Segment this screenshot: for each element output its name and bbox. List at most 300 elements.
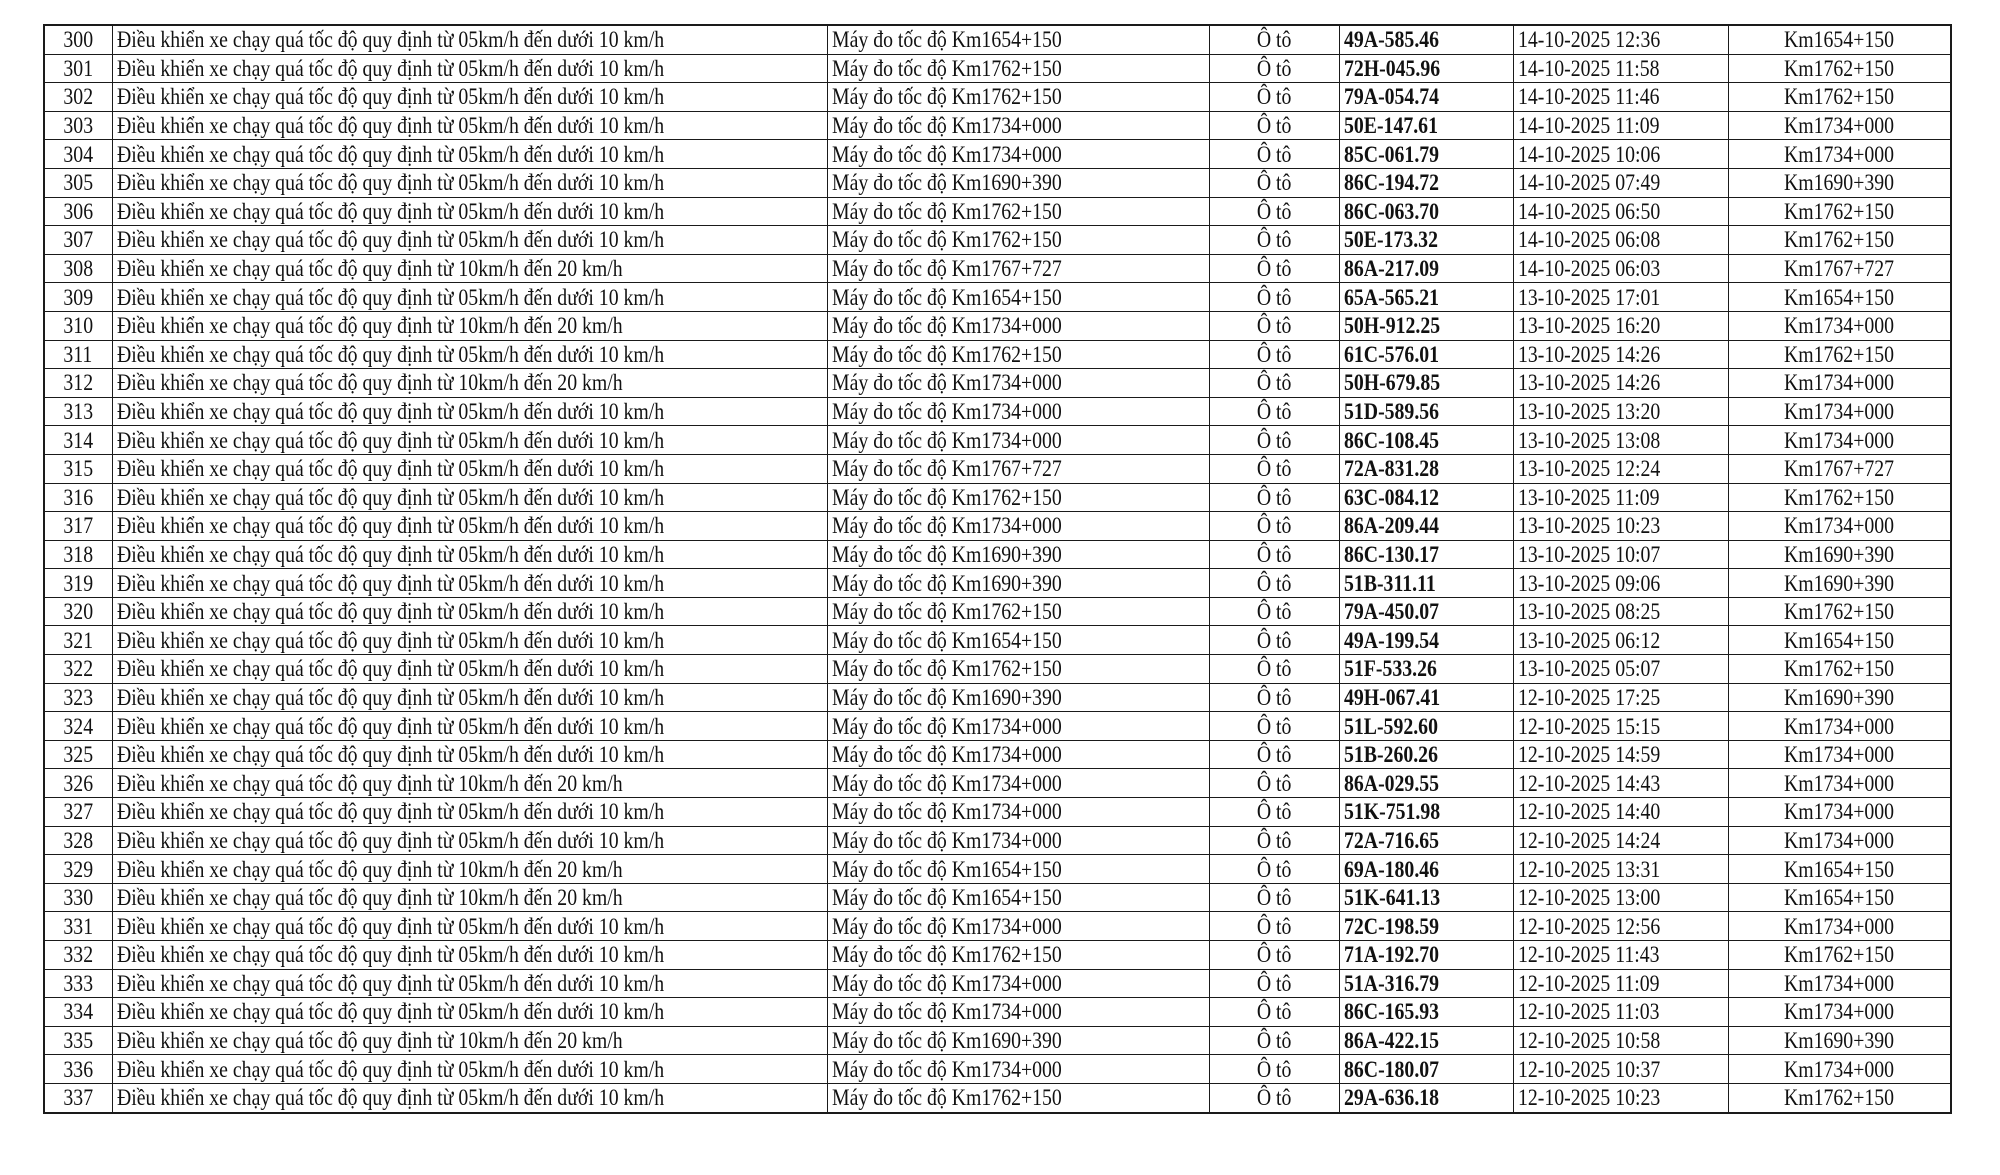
violation-time: 12-10-2025 11:03 <box>1517 999 1660 1025</box>
license-plate-cell <box>1339 826 1513 855</box>
measuring-device-cell <box>827 54 1209 83</box>
measuring-device-cell <box>827 226 1209 255</box>
row-number-cell <box>44 54 112 83</box>
violation-location-cell <box>1728 941 1951 970</box>
measuring-device: Máy đo tốc độ Km1654+150 <box>831 284 1062 310</box>
row-number-cell <box>44 369 112 398</box>
row-number-cell <box>44 941 112 970</box>
row-number-cell <box>44 626 112 655</box>
vehicle-type: Ô tô <box>1256 827 1292 853</box>
row-number-cell <box>44 483 112 512</box>
row-number: 317 <box>63 513 94 539</box>
measuring-device: Máy đo tốc độ Km1762+150 <box>831 942 1062 968</box>
license-plate-cell <box>1339 597 1513 626</box>
violation-location-cell <box>1728 998 1951 1027</box>
row-number: 330 <box>63 885 94 911</box>
license-plate-cell <box>1339 483 1513 512</box>
row-number: 310 <box>63 313 94 339</box>
violation-time: 13-10-2025 10:23 <box>1517 513 1660 539</box>
vehicle-type: Ô tô <box>1256 970 1292 996</box>
violation-location-cell <box>1728 512 1951 541</box>
violation-time-cell <box>1513 426 1728 455</box>
measuring-device: Máy đo tốc độ Km1734+000 <box>831 513 1062 539</box>
license-plate-cell <box>1339 512 1513 541</box>
table-row <box>44 83 1951 112</box>
measuring-device: Máy đo tốc độ Km1654+150 <box>831 27 1062 53</box>
violation-location-cell <box>1728 597 1951 626</box>
violation-location: Km1762+150 <box>1784 1085 1895 1111</box>
measuring-device: Máy đo tốc độ Km1690+390 <box>831 1028 1062 1054</box>
measuring-device: Máy đo tốc độ Km1734+000 <box>831 1056 1062 1082</box>
violation-description-cell <box>112 254 827 283</box>
license-plate-cell <box>1339 655 1513 684</box>
row-number: 314 <box>63 427 94 453</box>
vehicle-type-cell <box>1209 941 1339 970</box>
row-number-cell <box>44 1026 112 1055</box>
license-plate-cell <box>1339 140 1513 169</box>
violation-description: Điều khiển xe chạy quá tốc độ quy định từ 05km/h đến dưới 10 km/h <box>116 684 664 710</box>
license-plate-cell <box>1339 540 1513 569</box>
violation-description-cell <box>112 540 827 569</box>
vehicle-type: Ô tô <box>1256 399 1292 425</box>
row-number: 308 <box>63 256 94 282</box>
measuring-device-cell <box>827 111 1209 140</box>
license-plate-cell <box>1339 798 1513 827</box>
vehicle-type-cell <box>1209 25 1339 54</box>
violation-time-cell <box>1513 340 1728 369</box>
violation-description: Điều khiển xe chạy quá tốc độ quy định từ 05km/h đến dưới 10 km/h <box>116 970 664 996</box>
license-plate-cell <box>1339 397 1513 426</box>
violation-description: Điều khiển xe chạy quá tốc độ quy định từ 05km/h đến dưới 10 km/h <box>116 713 664 739</box>
vehicle-type-cell <box>1209 111 1339 140</box>
vehicle-type-cell <box>1209 168 1339 197</box>
violation-description: Điều khiển xe chạy quá tốc độ quy định từ 05km/h đến dưới 10 km/h <box>116 27 664 53</box>
violation-location-cell <box>1728 483 1951 512</box>
measuring-device: Máy đo tốc độ Km1734+000 <box>831 313 1062 339</box>
violation-time-cell <box>1513 683 1728 712</box>
measuring-device: Máy đo tốc độ Km1734+000 <box>831 427 1062 453</box>
measuring-device: Máy đo tốc độ Km1767+727 <box>831 456 1062 482</box>
vehicle-type-cell <box>1209 597 1339 626</box>
violation-description: Điều khiển xe chạy quá tốc độ quy định từ 05km/h đến dưới 10 km/h <box>116 913 664 939</box>
license-plate: 72A-716.65 <box>1343 827 1439 853</box>
violation-location-cell <box>1728 826 1951 855</box>
measuring-device: Máy đo tốc độ Km1690+390 <box>831 570 1062 596</box>
row-number-cell <box>44 340 112 369</box>
vehicle-type: Ô tô <box>1256 113 1292 139</box>
measuring-device-cell <box>827 712 1209 741</box>
license-plate-cell <box>1339 941 1513 970</box>
vehicle-type: Ô tô <box>1256 513 1292 539</box>
license-plate: 51B-311.11 <box>1343 570 1436 596</box>
violation-time-cell <box>1513 168 1728 197</box>
table-row <box>44 998 1951 1027</box>
license-plate-cell <box>1339 883 1513 912</box>
violation-time-cell <box>1513 54 1728 83</box>
violation-time: 14-10-2025 10:06 <box>1517 141 1660 167</box>
license-plate: 86A-217.09 <box>1343 256 1439 282</box>
violation-description-cell <box>112 283 827 312</box>
violation-description-cell <box>112 54 827 83</box>
license-plate: 50E-147.61 <box>1343 113 1438 139</box>
vehicle-type: Ô tô <box>1256 484 1292 510</box>
row-number: 335 <box>63 1028 94 1054</box>
license-plate: 86A-029.55 <box>1343 770 1439 796</box>
violation-description: Điều khiển xe chạy quá tốc độ quy định từ 05km/h đến dưới 10 km/h <box>116 999 664 1025</box>
violation-description-cell <box>112 912 827 941</box>
row-number-cell <box>44 454 112 483</box>
violation-description: Điều khiển xe chạy quá tốc độ quy định từ 10km/h đến 20 km/h <box>116 256 623 282</box>
license-plate: 51K-641.13 <box>1343 885 1440 911</box>
measuring-device-cell <box>827 969 1209 998</box>
measuring-device: Máy đo tốc độ Km1654+150 <box>831 885 1062 911</box>
vehicle-type-cell <box>1209 311 1339 340</box>
violation-description-cell <box>112 855 827 884</box>
vehicle-type-cell <box>1209 340 1339 369</box>
vehicle-type: Ô tô <box>1256 284 1292 310</box>
vehicle-type: Ô tô <box>1256 198 1292 224</box>
table-row <box>44 855 1951 884</box>
violation-location: Km1654+150 <box>1784 856 1895 882</box>
measuring-device-cell <box>827 168 1209 197</box>
violation-time-cell <box>1513 712 1728 741</box>
violation-time-cell <box>1513 655 1728 684</box>
row-number-cell <box>44 769 112 798</box>
measuring-device: Máy đo tốc độ Km1734+000 <box>831 970 1062 996</box>
violation-location: Km1734+000 <box>1784 113 1895 139</box>
table-row <box>44 1055 1951 1084</box>
table-row <box>44 798 1951 827</box>
violation-description: Điều khiển xe chạy quá tốc độ quy định từ 05km/h đến dưới 10 km/h <box>116 141 664 167</box>
license-plate: 50H-912.25 <box>1343 313 1440 339</box>
table-row <box>44 597 1951 626</box>
license-plate-cell <box>1339 998 1513 1027</box>
violation-description: Điều khiển xe chạy quá tốc độ quy định từ 10km/h đến 20 km/h <box>116 856 623 882</box>
violation-location: Km1654+150 <box>1784 885 1895 911</box>
violation-time: 12-10-2025 14:59 <box>1517 742 1660 768</box>
row-number-cell <box>44 655 112 684</box>
violation-time: 13-10-2025 10:07 <box>1517 541 1660 567</box>
row-number: 319 <box>63 570 94 596</box>
vehicle-type-cell <box>1209 569 1339 598</box>
violation-location-cell <box>1728 369 1951 398</box>
license-plate: 51D-589.56 <box>1343 399 1439 425</box>
row-number: 309 <box>63 284 94 310</box>
vehicle-type-cell <box>1209 912 1339 941</box>
table-row <box>44 540 1951 569</box>
table-row <box>44 226 1951 255</box>
vehicle-type: Ô tô <box>1256 742 1292 768</box>
violation-time: 12-10-2025 10:37 <box>1517 1056 1660 1082</box>
violation-description-cell <box>112 83 827 112</box>
table-row <box>44 512 1951 541</box>
vehicle-type-cell <box>1209 1026 1339 1055</box>
measuring-device-cell <box>827 369 1209 398</box>
license-plate: 29A-636.18 <box>1343 1085 1439 1111</box>
license-plate: 86C-108.45 <box>1343 427 1439 453</box>
vehicle-type-cell <box>1209 826 1339 855</box>
violation-location: Km1734+000 <box>1784 713 1895 739</box>
license-plate: 51L-592.60 <box>1343 713 1438 739</box>
table-row <box>44 1026 1951 1055</box>
violation-description: Điều khiển xe chạy quá tốc độ quy định từ 05km/h đến dưới 10 km/h <box>116 341 664 367</box>
violation-description-cell <box>112 483 827 512</box>
table-row <box>44 683 1951 712</box>
vehicle-type: Ô tô <box>1256 1028 1292 1054</box>
license-plate: 86A-422.15 <box>1343 1028 1439 1054</box>
row-number: 328 <box>63 827 94 853</box>
license-plate-cell <box>1339 197 1513 226</box>
violation-description: Điều khiển xe chạy quá tốc độ quy định từ 05km/h đến dưới 10 km/h <box>116 1056 664 1082</box>
violation-location-cell <box>1728 712 1951 741</box>
violation-location-cell <box>1728 311 1951 340</box>
vehicle-type: Ô tô <box>1256 55 1292 81</box>
violation-description-cell <box>112 426 827 455</box>
violation-description-cell <box>112 25 827 54</box>
license-plate-cell <box>1339 454 1513 483</box>
violation-location-cell <box>1728 111 1951 140</box>
violation-description: Điều khiển xe chạy quá tốc độ quy định từ 05km/h đến dưới 10 km/h <box>116 427 664 453</box>
violation-time: 13-10-2025 14:26 <box>1517 370 1660 396</box>
violation-location: Km1690+390 <box>1784 170 1895 196</box>
violation-location: Km1690+390 <box>1784 570 1895 596</box>
violation-time: 12-10-2025 13:00 <box>1517 885 1660 911</box>
measuring-device-cell <box>827 426 1209 455</box>
violation-time-cell <box>1513 1055 1728 1084</box>
violation-description: Điều khiển xe chạy quá tốc độ quy định từ 05km/h đến dưới 10 km/h <box>116 399 664 425</box>
measuring-device: Máy đo tốc độ Km1762+150 <box>831 1085 1062 1111</box>
measuring-device: Máy đo tốc độ Km1690+390 <box>831 170 1062 196</box>
violation-time-cell <box>1513 769 1728 798</box>
row-number-cell <box>44 254 112 283</box>
row-number: 312 <box>63 370 94 396</box>
measuring-device-cell <box>827 855 1209 884</box>
table-row <box>44 569 1951 598</box>
row-number-cell <box>44 140 112 169</box>
row-number: 303 <box>63 113 94 139</box>
license-plate: 69A-180.46 <box>1343 856 1439 882</box>
violation-location-cell <box>1728 226 1951 255</box>
row-number-cell <box>44 1083 112 1112</box>
row-number: 336 <box>63 1056 94 1082</box>
row-number-cell <box>44 397 112 426</box>
violation-description-cell <box>112 826 827 855</box>
measuring-device-cell <box>827 83 1209 112</box>
vehicle-type-cell <box>1209 998 1339 1027</box>
violation-time-cell <box>1513 998 1728 1027</box>
measuring-device: Máy đo tốc độ Km1762+150 <box>831 227 1062 253</box>
vehicle-type: Ô tô <box>1256 341 1292 367</box>
license-plate-cell <box>1339 54 1513 83</box>
violation-location: Km1654+150 <box>1784 627 1895 653</box>
measuring-device: Máy đo tốc độ Km1734+000 <box>831 370 1062 396</box>
row-number-cell <box>44 912 112 941</box>
violation-location-cell <box>1728 25 1951 54</box>
vehicle-type-cell <box>1209 83 1339 112</box>
violation-location: Km1767+727 <box>1784 456 1895 482</box>
violation-time: 12-10-2025 11:43 <box>1517 942 1660 968</box>
license-plate: 86C-194.72 <box>1343 170 1439 196</box>
violation-time: 12-10-2025 13:31 <box>1517 856 1660 882</box>
row-number: 313 <box>63 399 94 425</box>
vehicle-type-cell <box>1209 712 1339 741</box>
violation-time: 12-10-2025 14:24 <box>1517 827 1660 853</box>
row-number: 320 <box>63 599 94 625</box>
measuring-device-cell <box>827 597 1209 626</box>
vehicle-type: Ô tô <box>1256 170 1292 196</box>
row-number-cell <box>44 1055 112 1084</box>
row-number: 322 <box>63 656 94 682</box>
measuring-device: Máy đo tốc độ Km1762+150 <box>831 55 1062 81</box>
violation-location-cell <box>1728 83 1951 112</box>
row-number: 337 <box>63 1085 94 1111</box>
violation-location: Km1734+000 <box>1784 399 1895 425</box>
measuring-device-cell <box>827 569 1209 598</box>
vehicle-type-cell <box>1209 769 1339 798</box>
license-plate: 51F-533.26 <box>1343 656 1437 682</box>
violation-location-cell <box>1728 798 1951 827</box>
violation-description: Điều khiển xe chạy quá tốc độ quy định từ 05km/h đến dưới 10 km/h <box>116 170 664 196</box>
license-plate-cell <box>1339 1083 1513 1112</box>
violation-description-cell <box>112 168 827 197</box>
measuring-device-cell <box>827 197 1209 226</box>
row-number: 305 <box>63 170 94 196</box>
violation-time: 13-10-2025 11:09 <box>1517 484 1660 510</box>
license-plate: 86C-130.17 <box>1343 541 1439 567</box>
license-plate-cell <box>1339 912 1513 941</box>
row-number-cell <box>44 683 112 712</box>
measuring-device: Máy đo tốc độ Km1762+150 <box>831 484 1062 510</box>
violation-description: Điều khiển xe chạy quá tốc độ quy định từ 05km/h đến dưới 10 km/h <box>116 942 664 968</box>
violation-time-cell <box>1513 1083 1728 1112</box>
measuring-device-cell <box>827 283 1209 312</box>
violation-location-cell <box>1728 426 1951 455</box>
license-plate-cell <box>1339 683 1513 712</box>
row-number: 324 <box>63 713 94 739</box>
vehicle-type: Ô tô <box>1256 427 1292 453</box>
measuring-device-cell <box>827 454 1209 483</box>
violation-description: Điều khiển xe chạy quá tốc độ quy định từ 05km/h đến dưới 10 km/h <box>116 84 664 110</box>
license-plate: 71A-192.70 <box>1343 942 1439 968</box>
violation-time: 12-10-2025 10:58 <box>1517 1028 1660 1054</box>
license-plate-cell <box>1339 111 1513 140</box>
violation-time: 13-10-2025 12:24 <box>1517 456 1660 482</box>
measuring-device-cell <box>827 740 1209 769</box>
row-number: 302 <box>63 84 94 110</box>
vehicle-type-cell <box>1209 54 1339 83</box>
violation-time-cell <box>1513 626 1728 655</box>
license-plate: 72H-045.96 <box>1343 55 1440 81</box>
violation-location: Km1654+150 <box>1784 27 1895 53</box>
license-plate: 85C-061.79 <box>1343 141 1439 167</box>
violation-location: Km1734+000 <box>1784 313 1895 339</box>
vehicle-type-cell <box>1209 454 1339 483</box>
vehicle-type: Ô tô <box>1256 913 1292 939</box>
vehicle-type: Ô tô <box>1256 541 1292 567</box>
license-plate-cell <box>1339 712 1513 741</box>
violation-description: Điều khiển xe chạy quá tốc độ quy định từ 10km/h đến 20 km/h <box>116 1028 623 1054</box>
license-plate: 86C-180.07 <box>1343 1056 1439 1082</box>
measuring-device-cell <box>827 483 1209 512</box>
vehicle-type-cell <box>1209 397 1339 426</box>
vehicle-type-cell <box>1209 540 1339 569</box>
violation-description: Điều khiển xe chạy quá tốc độ quy định từ 05km/h đến dưới 10 km/h <box>116 570 664 596</box>
measuring-device: Máy đo tốc độ Km1734+000 <box>831 913 1062 939</box>
violation-time: 13-10-2025 13:20 <box>1517 399 1660 425</box>
row-number: 326 <box>63 770 94 796</box>
license-plate: 65A-565.21 <box>1343 284 1439 310</box>
table-row <box>44 397 1951 426</box>
vehicle-type: Ô tô <box>1256 313 1292 339</box>
measuring-device-cell <box>827 683 1209 712</box>
violation-time: 13-10-2025 06:12 <box>1517 627 1660 653</box>
violation-location: Km1734+000 <box>1784 913 1895 939</box>
row-number-cell <box>44 426 112 455</box>
violation-location-cell <box>1728 397 1951 426</box>
row-number-cell <box>44 540 112 569</box>
license-plate-cell <box>1339 83 1513 112</box>
violation-location-cell <box>1728 254 1951 283</box>
violation-description: Điều khiển xe chạy quá tốc độ quy định từ 05km/h đến dưới 10 km/h <box>116 484 664 510</box>
row-number: 329 <box>63 856 94 882</box>
vehicle-type-cell <box>1209 426 1339 455</box>
measuring-device: Máy đo tốc độ Km1734+000 <box>831 770 1062 796</box>
row-number: 316 <box>63 484 94 510</box>
violation-location-cell <box>1728 140 1951 169</box>
violation-description-cell <box>112 597 827 626</box>
row-number: 327 <box>63 799 94 825</box>
violation-description-cell <box>112 769 827 798</box>
measuring-device: Máy đo tốc độ Km1734+000 <box>831 141 1062 167</box>
row-number: 300 <box>63 27 94 53</box>
row-number-cell <box>44 998 112 1027</box>
violation-time: 13-10-2025 08:25 <box>1517 599 1660 625</box>
measuring-device-cell <box>827 655 1209 684</box>
violation-location-cell <box>1728 283 1951 312</box>
violation-time-cell <box>1513 25 1728 54</box>
measuring-device-cell <box>827 626 1209 655</box>
row-number: 306 <box>63 198 94 224</box>
row-number-cell <box>44 569 112 598</box>
violation-description-cell <box>112 655 827 684</box>
violation-location: Km1734+000 <box>1784 999 1895 1025</box>
measuring-device-cell <box>827 540 1209 569</box>
row-number: 334 <box>63 999 94 1025</box>
measuring-device-cell <box>827 340 1209 369</box>
vehicle-type-cell <box>1209 626 1339 655</box>
violation-description-cell <box>112 569 827 598</box>
measuring-device: Máy đo tốc độ Km1762+150 <box>831 341 1062 367</box>
row-number-cell <box>44 969 112 998</box>
license-plate-cell <box>1339 569 1513 598</box>
license-plate: 86A-209.44 <box>1343 513 1439 539</box>
vehicle-type-cell <box>1209 197 1339 226</box>
violation-description-cell <box>112 798 827 827</box>
license-plate-cell <box>1339 769 1513 798</box>
violation-description-cell <box>112 1026 827 1055</box>
vehicle-type: Ô tô <box>1256 370 1292 396</box>
measuring-device-cell <box>827 941 1209 970</box>
vehicle-type-cell <box>1209 140 1339 169</box>
measuring-device-cell <box>827 883 1209 912</box>
vehicle-type-cell <box>1209 683 1339 712</box>
license-plate-cell <box>1339 740 1513 769</box>
violation-time-cell <box>1513 83 1728 112</box>
license-plate: 86C-063.70 <box>1343 198 1439 224</box>
row-number-cell <box>44 883 112 912</box>
row-number-cell <box>44 798 112 827</box>
row-number-cell <box>44 168 112 197</box>
